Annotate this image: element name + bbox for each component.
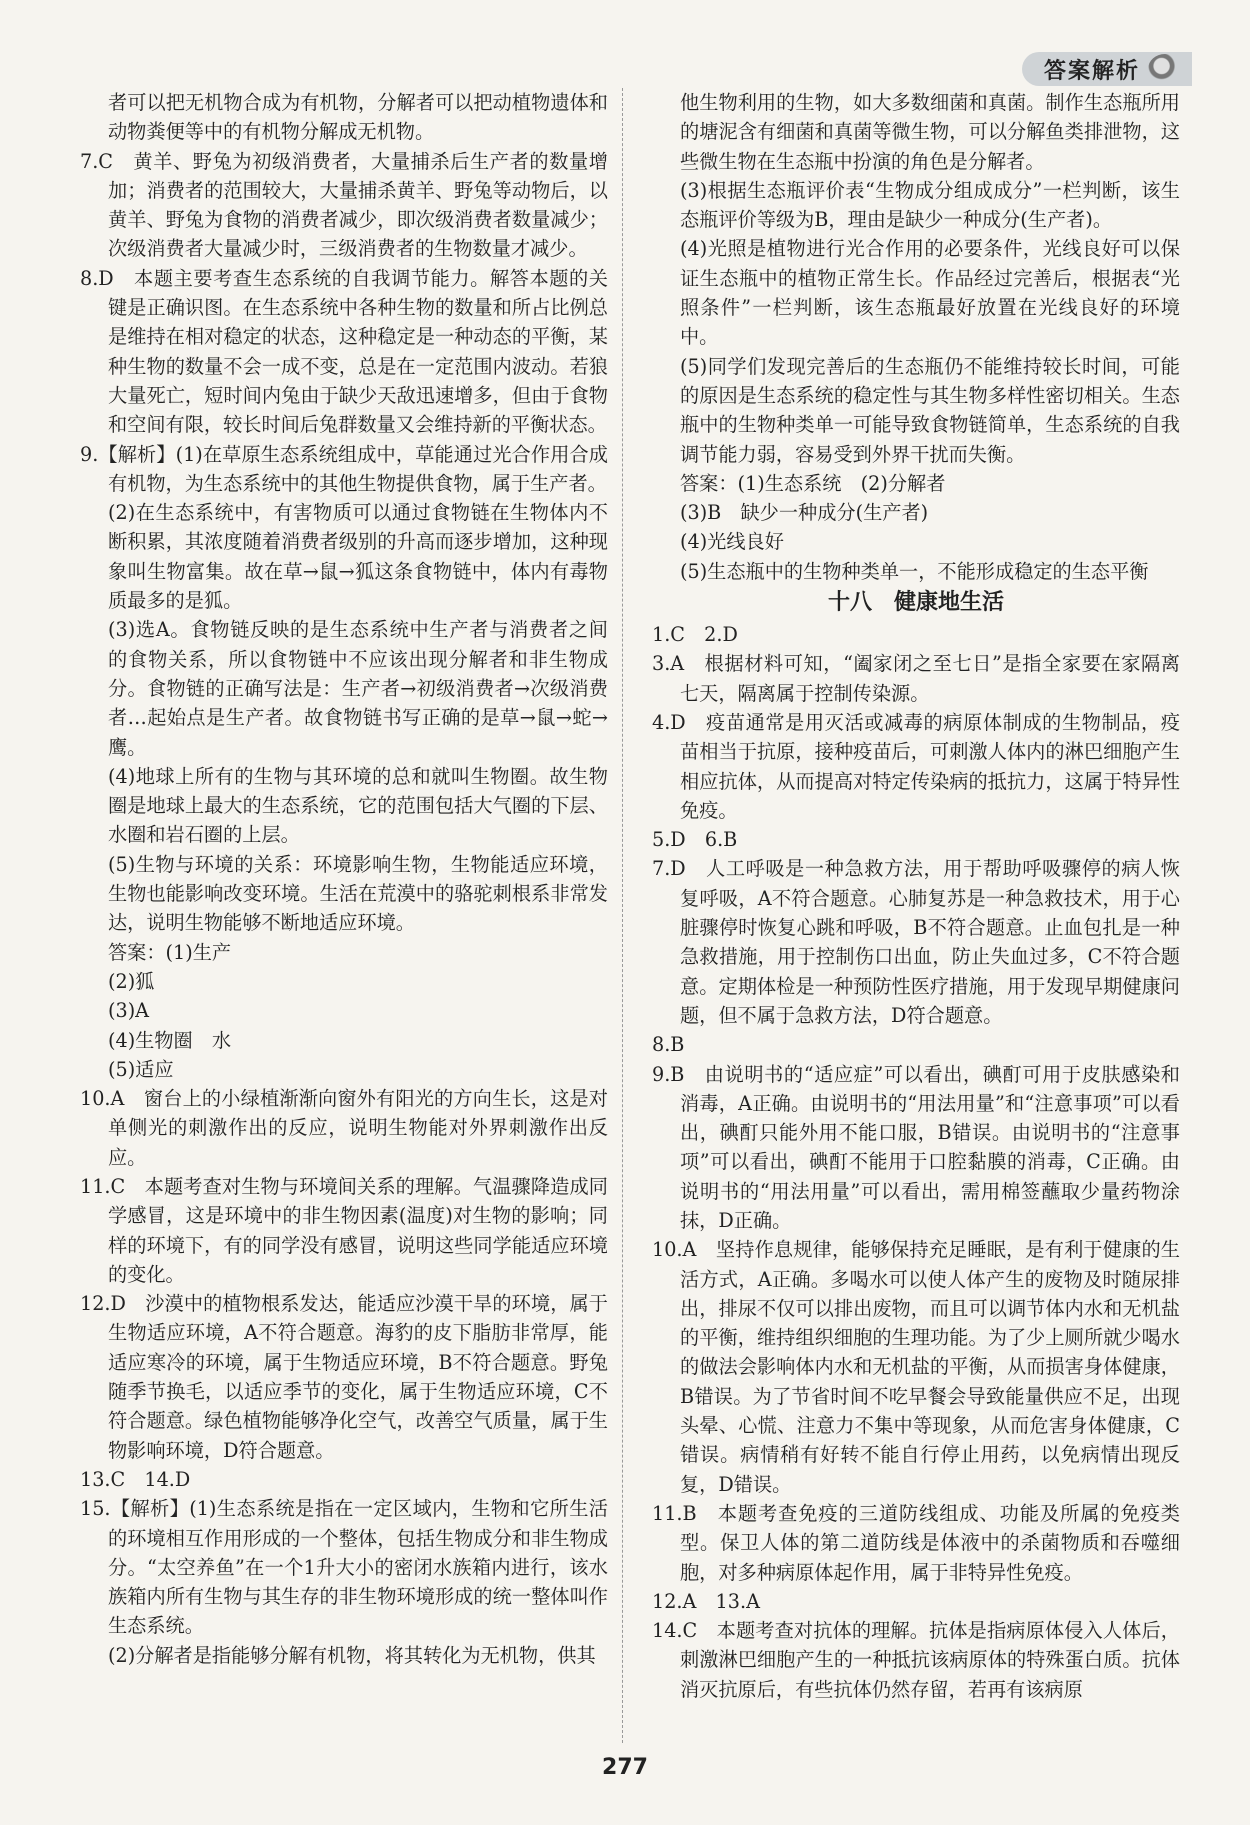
answer-paragraph: 14.C 本题考查对抗体的理解。抗体是指病原体侵入人体后，刺激淋巴细胞产生的一种抵抗该病原体的特殊蛋白质。抗体消灭抗原后，有些抗体仍然存留，若再有该病原 bbox=[652, 1619, 1180, 1701]
header-title: 答案解析 bbox=[1043, 58, 1140, 84]
answer-paragraph: 11.B 本题考查免疫的三道防线组成、功能及所属的免疫类型。保卫人体的第二道防线是体液中的杀菌物质和吞噬细胞，对多种病原体起作用，属于非特异性免疫。 bbox=[652, 1501, 1180, 1584]
answer-paragraph: 答案：(1)生产 bbox=[108, 940, 232, 964]
answer-paragraph: 8.D 本题主要考查生态系统的自我调节能力。解答本题的关键是正确识图。在生态系统中各种生物的数量和所占比例总是维持在相对稳定的状态，这种稳定是一种动态的平衡，某种生物的数量不会一成不变，总是在一定范围内波动。若狼大量死亡，短时间内兔由于缺少天敌迅速增多，但由于食物和空间有限，较长时间后兔群数量又会维持新的平衡状态。 bbox=[80, 266, 608, 437]
answer-paragraph: (4)光线良好 bbox=[680, 530, 784, 554]
eye-logo-icon bbox=[1148, 54, 1182, 84]
answer-paragraph: 1.C 2.D bbox=[652, 623, 738, 647]
answer-paragraph: (2)在生态系统中，有害物质可以通过食物链在生物体内不断积累，其浓度随着消费者级别的升高而逐步增加，这种现象叫生物富集。故在草→鼠→狐这条食物链中，体内有毒物质最多的是狐。 bbox=[108, 501, 608, 613]
answer-paragraph: 10.A 坚持作息规律，能够保持充足睡眠，是有利于健康的生活方式，A正确。多喝水可以使人体产生的废物及时随尿排出，排尿不仅可以排出废物，而且可以调节体内水和无机盐的平衡，维持组织细胞的生理功能。为了少上厕所就少喝水的做法会影响体内水和无机盐的平衡，从而损害身体健康，B错误。为了节省时间不吃早餐会导致能量供应不足，出现头晕、心慌、注意力不集中等现象，从而危害身体健康，C错误。病情稍有好转不能自行停止用药，以免病情出现反复，D错误。 bbox=[652, 1238, 1180, 1496]
answer-paragraph: 7.D 人工呼吸是一种急救方法，用于帮助呼吸骤停的病人恢复呼吸，A不符合题意。心肺复苏是一种急救技术，用于心脏骤停时恢复心跳和呼吸，B不符合题意。止血包扎是一种急救措施，用于控制伤口出血，防止失血过多，C不符合题意。定期体检是一种预防性医疗措施，用于发现早期健康问题，但不属于急救方法，D符合题意。 bbox=[652, 857, 1180, 1027]
answer-paragraph: 12.D 沙漠中的植物根系发达，能适应沙漠干旱的环境，属于生物适应环境，A不符合题意。海豹的皮下脂肪非常厚，能适应寒冷的环境，属于生物适应环境，B不符合题意。野兔随季节换毛，以适应季节的变化，属于生物适应环境，C不符合题意。绿色植物能够净化空气，改善空气质量，属于生物影响环境，D符合题意。 bbox=[80, 1292, 608, 1462]
answer-paragraph: (2)狐 bbox=[108, 969, 155, 993]
answer-paragraph: 4.D 疫苗通常是用灭活或减毒的病原体制成的生物制品，疫苗相当于抗原，接种疫苗后，可刺激人体内的淋巴细胞产生相应抗体，从而提高对特定传染病的抵抗力，这属于特异性免疫。 bbox=[652, 710, 1180, 822]
answer-paragraph: (3)A bbox=[108, 999, 150, 1023]
answer-paragraph: (5)同学们发现完善后的生态瓶仍不能维持较长时间，可能的原因是生态系统的稳定性与其生物多样性密切相关。生态瓶中的生物种类单一可能导致食物链简单，生态系统的自我调节能力弱，容易受到外界干扰而失衡。 bbox=[680, 354, 1180, 466]
page-number: 277 bbox=[602, 1755, 648, 1780]
answer-paragraph: (3)根据生态瓶评价表“生物成分组成成分”一栏判断，该生态瓶评价等级为B，理由是缺少一种成分(生产者)。 bbox=[680, 178, 1180, 232]
answer-paragraph: 10.A 窗台上的小绿植渐渐向窗外有阳光的方向生长，这是对单侧光的刺激作出的反应，说明生物能对外界刺激作出反应。 bbox=[80, 1087, 608, 1169]
answer-paragraph: 8.B bbox=[652, 1033, 685, 1057]
answer-paragraph: 者可以把无机物合成为有机物，分解者可以把动植物遗体和动物粪便等中的有机物分解成无机物。 bbox=[108, 91, 608, 144]
right-column bbox=[652, 88, 1180, 1704]
answer-paragraph: 11.C 本题考查对生物与环境间关系的理解。气温骤降造成同学感冒，这是环境中的非生物因素(温度)对生物的影响；同样的环境下，有的同学没有感冒，说明这些同学能适应环境的变化。 bbox=[80, 1174, 608, 1286]
answer-paragraph: 9.【解析】(1)在草原生态系统组成中，草能通过光合作用合成有机物，为生态系统中的其他生物提供食物，属于生产者。 bbox=[80, 442, 608, 495]
answer-paragraph: (5)适应 bbox=[108, 1057, 174, 1081]
answer-paragraph: (2)分解者是指能够分解有机物，将其转化为无机物，供其 bbox=[108, 1643, 596, 1667]
answer-paragraph: 9.B 由说明书的“适应症”可以看出，碘酊可用于皮肤感染和消毒，A正确。由说明书的“用法用量”和“注意事项”可以看出，碘酊只能外用不能口服，B错误。由说明书的“注意事项”可以看出，碘酊不能用于口腔黏膜的消毒，C正确。由说明书的“用法用量”可以看出，需用棉签蘸取少量药物涂抹，D正确。 bbox=[652, 1062, 1180, 1232]
answer-paragraph: 13.C 14.D bbox=[80, 1467, 191, 1491]
answer-paragraph: (4)地球上所有的生物与其环境的总和就叫生物圈。故生物圈是地球上最大的生态系统，它的范围包括大气圈的下层、水圈和岩石圈的上层。 bbox=[108, 764, 608, 847]
answer-paragraph: (4)光照是植物进行光合作用的必要条件，光线良好可以保证生态瓶中的植物正常生长。作品经过完善后，根据表“光照条件”一栏判断，该生态瓶最好放置在光线良好的环境中。 bbox=[680, 237, 1180, 349]
answer-paragraph: 3.A 根据材料可知，“阖家闭之至七日”是指全家要在家隔离七天，隔离属于控制传染源。 bbox=[652, 652, 1180, 705]
answer-paragraph: (5)生物与环境的关系：环境影响生物，生物能适应环境，生物也能影响改变环境。生活在荒漠中的骆驼刺根系非常发达，说明生物能够不断地适应环境。 bbox=[108, 852, 608, 935]
answer-paragraph: 12.A 13.A bbox=[652, 1589, 760, 1613]
left-column bbox=[80, 88, 608, 1670]
answer-paragraph: 5.D 6.B bbox=[652, 828, 738, 852]
answer-paragraph: 他生物利用的生物，如大多数细菌和真菌。制作生态瓶所用的塘泥含有细菌和真菌等微生物，可以分解鱼类排泄物，这些微生物在生态瓶中扮演的角色是分解者。 bbox=[680, 91, 1180, 173]
answer-paragraph: 答案：(1)生态系统 (2)分解者 bbox=[680, 471, 946, 495]
section-title: 十八 健康地生活 bbox=[827, 590, 1004, 616]
answer-paragraph: 15.【解析】(1)生态系统是指在一定区域内，生物和它所生活的环境相互作用形成的一个整体，包括生物成分和非生物成分。“太空养鱼”在一个1升大小的密闭水族箱内进行，该水族箱内所有生物与其生存的非生物环境形成的统一整体叫作生态系统。 bbox=[80, 1497, 608, 1638]
answer-paragraph: (3)选A。食物链反映的是生态系统中生产者与消费者之间的食物关系，所以食物链中不应该出现分解者和非生物成分。食物链的正确写法是：生产者→初级消费者→次级消费者…起始点是生产者。故食物链书写正确的是草→鼠→蛇→鹰。 bbox=[108, 618, 608, 759]
answer-paragraph: (3)B 缺少一种成分(生产者) bbox=[680, 501, 929, 525]
answer-paragraph: (4)生物圈 水 bbox=[108, 1028, 232, 1052]
column-divider bbox=[622, 88, 623, 1743]
answer-paragraph: 7.C 黄羊、野兔为初级消费者，大量捕杀后生产者的数量增加；消费者的范围较大，大量捕杀黄羊、野兔等动物后，以黄羊、野兔为食物的消费者减少，即次级消费者数量减少；次级消费者大量减少时，三级消费者的生物数量才减少。 bbox=[80, 149, 608, 261]
answer-paragraph: (5)生态瓶中的生物种类单一，不能形成稳定的生态平衡 bbox=[680, 559, 1149, 583]
section-header-tag bbox=[1022, 52, 1192, 86]
